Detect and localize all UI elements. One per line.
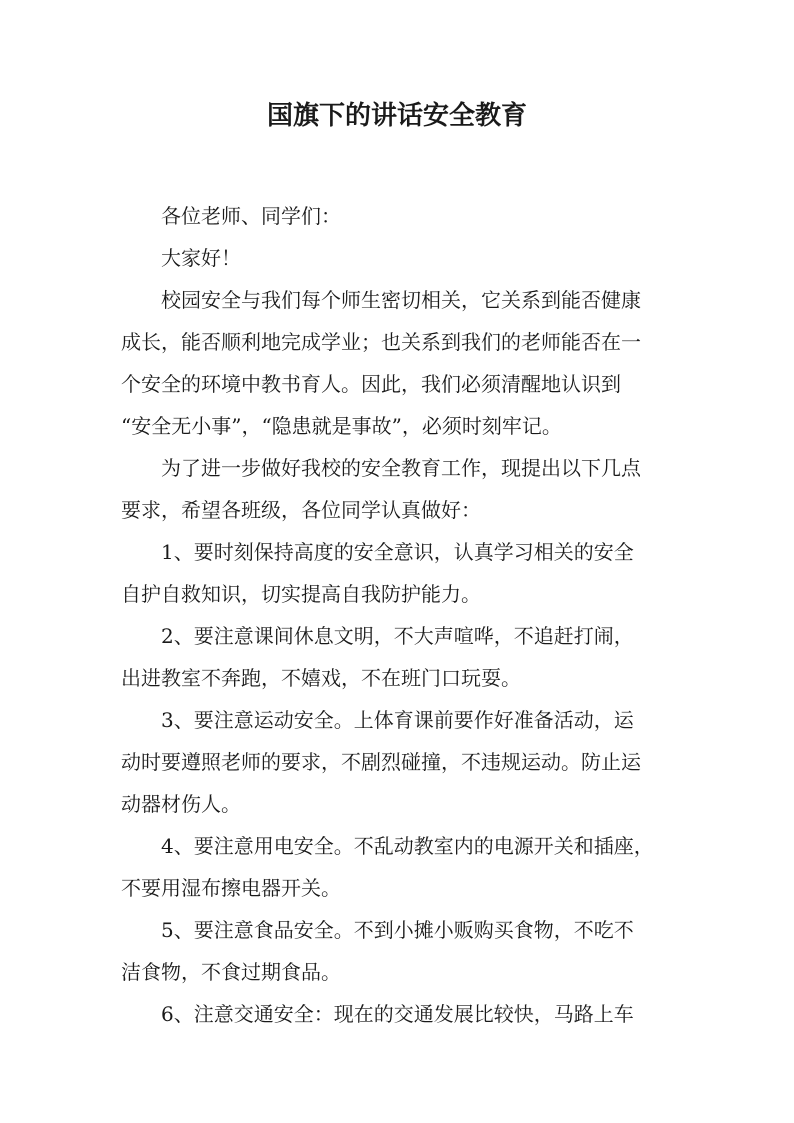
list-item-line: 动时要遵照老师的要求，不剧烈碰撞，不违规运动。防止运 bbox=[121, 750, 641, 774]
list-item-line: 4、要注意用电安全。不乱动教室内的电源开关和插座， bbox=[161, 834, 654, 858]
paragraph-line: 要求，希望各班级，各位同学认真做好： bbox=[121, 498, 481, 522]
list-item-line: 5、要注意食品安全。不到小摊小贩购买食物，不吃不 bbox=[161, 918, 634, 942]
paragraph-line: “安全无小事”，“隐患就是事故”，必须时刻牢记。 bbox=[121, 414, 562, 438]
paragraph-line: 个安全的环境中教书育人。因此，我们必须清醒地认识到 bbox=[121, 372, 621, 396]
paragraph-line: 为了进一步做好我校的安全教育工作，现提出以下几点 bbox=[161, 456, 641, 480]
list-item-line: 不要用湿布擦电器开关。 bbox=[121, 876, 341, 900]
greeting-line: 各位老师、同学们： bbox=[161, 204, 341, 228]
paragraph-line: 成长，能否顺利地完成学业；也关系到我们的老师能否在一 bbox=[121, 330, 641, 354]
hello-line: 大家好！ bbox=[161, 246, 241, 270]
list-item-line: 自护自救知识，切实提高自我防护能力。 bbox=[121, 582, 481, 606]
list-item-line: 洁食物，不食过期食品。 bbox=[121, 960, 341, 984]
list-item-line: 出进教室不奔跑，不嬉戏，不在班门口玩耍。 bbox=[121, 666, 521, 690]
list-item-line: 3、要注意运动安全。上体育课前要作好准备活动，运 bbox=[161, 708, 634, 732]
list-item-line: 1、要时刻保持高度的安全意识，认真学习相关的安全 bbox=[161, 540, 634, 564]
list-item-line: 2、要注意课间休息文明，不大声喧哗，不追赶打闹， bbox=[161, 624, 634, 648]
document-title: 国旗下的讲话安全教育 bbox=[266, 101, 527, 131]
list-item-line: 6、注意交通安全：现在的交通发展比较快，马路上车 bbox=[161, 1002, 634, 1026]
list-item-line: 动器材伤人。 bbox=[121, 792, 241, 816]
paragraph-line: 校园安全与我们每个师生密切相关，它关系到能否健康 bbox=[161, 288, 641, 312]
document-body bbox=[121, 195, 676, 1035]
